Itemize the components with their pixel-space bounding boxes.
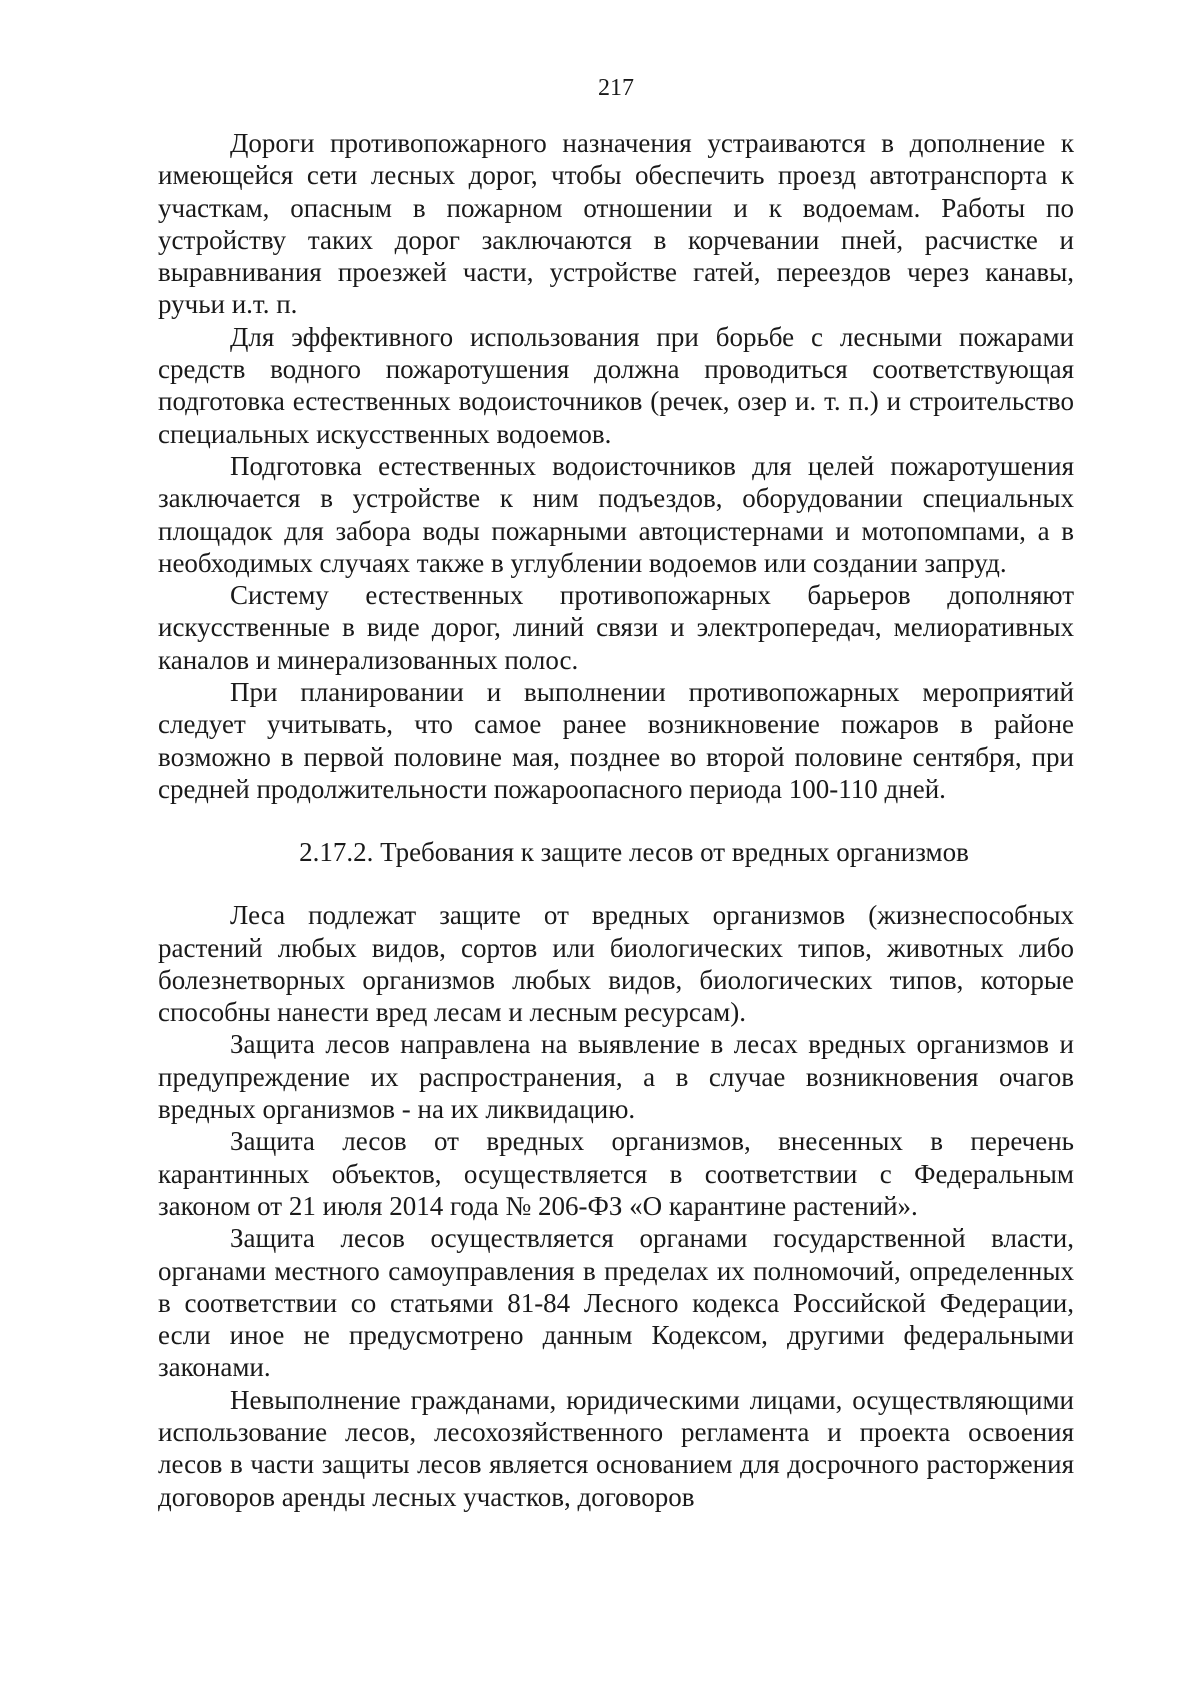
paragraph-water-firefighting: Для эффективного использования при борьбе с лесными пожарами средств водного пожаротушения должна проводиться соответствующая подготовка естественных водоисточников (речек, озер и. т. п.) и строительство специальных искусственных водоемов. <box>158 321 1074 449</box>
paragraph-forest-protection-scope: Леса подлежат защите от вредных организмов (жизнеспособных растений любых видов, сортов или биологических типов, животных либо болезнетворных организмов любых видов, биологических типов, которые способны нанести вред лесам и лесным ресурсам). <box>158 900 1074 1028</box>
paragraph-fire-roads: Дороги противопожарного назначения устраиваются в дополнение к имеющейся сети лесных дорог, чтобы обеспечить проезд автотранспорта к участкам, опасным в пожарном отношении и к водоемам. Работы по устройству таких дорог заключаются в корчевании пней, расчистке и выравнивания проезжей части, устройстве гатей, переездов через канавы, ручьи и.т. п. <box>158 128 1074 320</box>
paragraph-noncompliance: Невыполнение гражданами, юридическими лицами, осуществляющими использование лесов, лесохозяйственного регламента и проекта освоения лесов в части защиты лесов является основанием для досрочного расторжения договоров аренды лесных участков, договоров <box>158 1384 1074 1512</box>
page-body <box>158 127 1074 1513</box>
spacer <box>158 868 1074 899</box>
spacer <box>158 805 1074 836</box>
paragraph-fire-barriers: Систему естественных противопожарных барьеров дополняют искусственные в виде дорог, линий связи и электропередач, мелиоративных каналов и минерализованных полос. <box>158 580 1074 675</box>
paragraph-protection-purpose: Защита лесов направлена на выявление в лесах вредных организмов и предупреждение их распространения, а в случае возникновения очагов вредных организмов - на их ликвидацию. <box>158 1029 1074 1125</box>
paragraph-authorities: Защита лесов осуществляется органами государственной власти, органами местного самоуправления в пределах их полномочий, определенных в соответствии со статьями 81-84 Лесного кодекса Российской Федерации, если иное не предусмотрено данным Кодексом, другими федеральными законами. <box>158 1223 1074 1383</box>
paragraph-water-sources-preparation: Подготовка естественных водоисточников для целей пожаротушения заключается в устройстве к ним подъездов, оборудовании специальных площадок для забора воды пожарными автоцистернами и мотопомпами, а в необходимых случаях также в углублении водоемов или создании запруд. <box>158 450 1074 578</box>
paragraph-quarantine-law: Защита лесов от вредных организмов, внесенных в перечень карантинных объектов, осуществляется в соответствии с Федеральным законом от 21 июля 2014 года № 206-ФЗ «О карантине растений». <box>158 1126 1074 1221</box>
paragraph-fire-season: При планировании и выполнении противопожарных мероприятий следует учитывать, что самое ранее возникновение пожаров в районе возможно в первой половине мая, позднее во второй половине сентября, при средней продолжительности пожароопасного периода 100-110 дней. <box>158 677 1074 804</box>
section-heading: 2.17.2. Требования к защите лесов от вредных организмов <box>299 837 969 868</box>
page-number: 217 <box>598 75 634 101</box>
